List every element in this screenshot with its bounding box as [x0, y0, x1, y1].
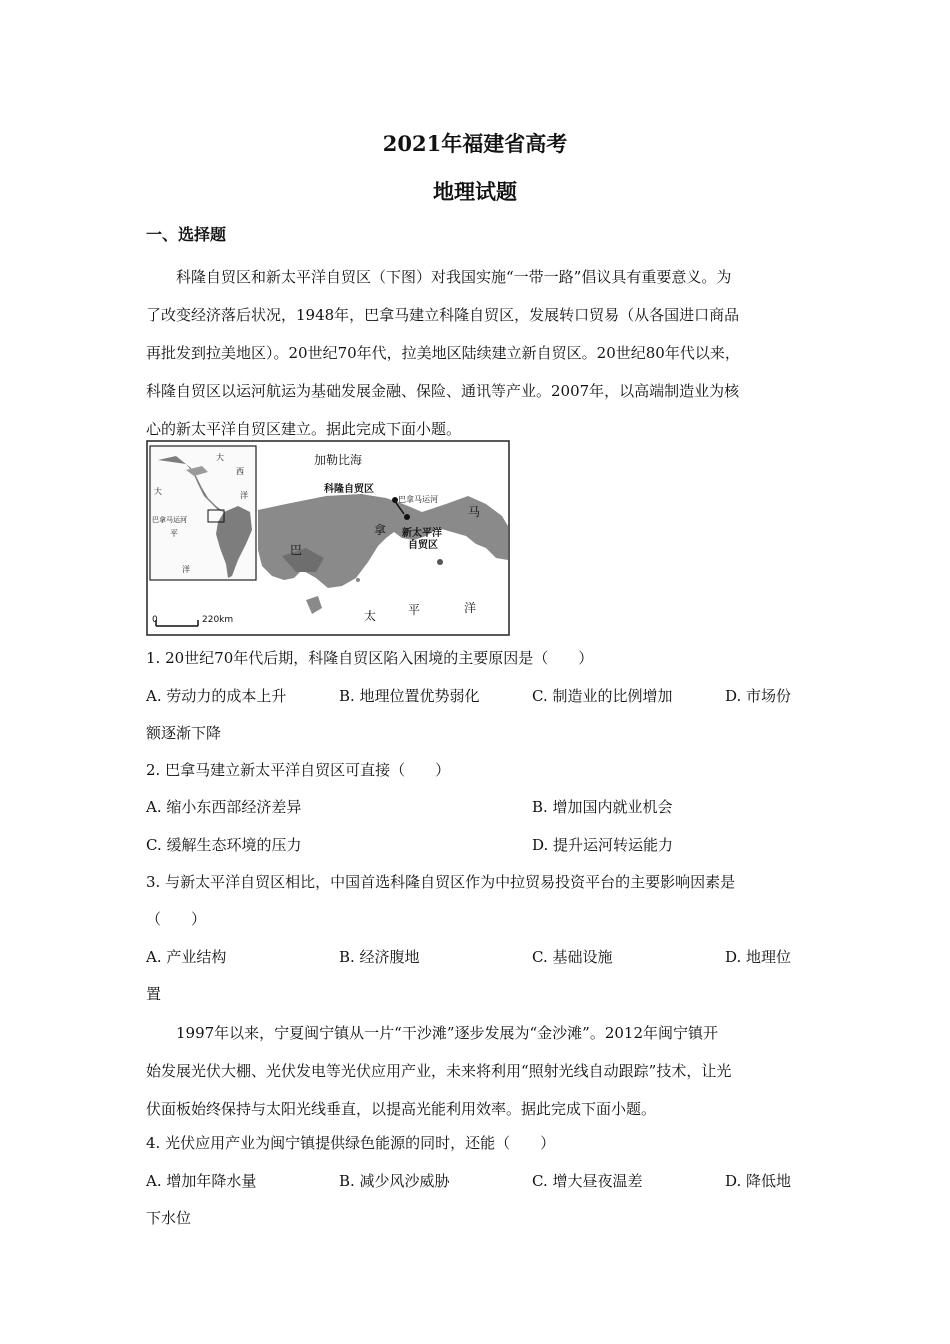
section-heading: 一、选择题 — [146, 225, 227, 244]
pacific-ftz-label-1: 新太平洋 — [402, 528, 442, 539]
question-3-option-c[interactable]: C. 基础设施 — [532, 948, 613, 966]
inset-label: 大 — [216, 453, 224, 462]
panama-map-figure — [146, 440, 510, 636]
question-4-stem: 4. 光伏应用产业为闽宁镇提供绿色能源的同时，还能（ ） — [146, 1134, 556, 1152]
question-2-option-b[interactable]: B. 增加国内就业机会 — [532, 798, 673, 816]
question-4-option-a[interactable]: A. 增加年降水量 — [146, 1172, 257, 1190]
question-1-option-c[interactable]: C. 制造业的比例增加 — [532, 687, 673, 705]
passage-line: 了改变经济落后状况，1948年，巴拿马建立科隆自贸区，发展转口贸易（从各国进口商品 — [146, 306, 740, 324]
country-label: 拿 — [374, 523, 387, 537]
inset-label: 西 — [236, 467, 244, 476]
passage-line: 再批发到拉美地区）。20世纪70年代，拉美地区陆续建立新自贸区。20世纪80年代以来， — [146, 344, 740, 362]
pacific-ftz-label-2: 自贸区 — [408, 540, 438, 551]
exam-subtitle: 地理试题 — [433, 179, 517, 204]
question-1-option-a[interactable]: A. 劳动力的成本上升 — [146, 687, 287, 705]
question-2-stem: 2. 巴拿马建立新太平洋自贸区可直接（ ） — [146, 761, 451, 779]
country-label: 马 — [468, 505, 481, 519]
passage-1 — [146, 258, 810, 448]
inset-label: 洋 — [240, 491, 248, 500]
question-3-option-d[interactable]: D. 地理位 — [725, 948, 792, 966]
question-4-option-d[interactable]: D. 降低地 — [725, 1172, 792, 1190]
exam-title: 2021年福建省高考 — [382, 131, 568, 156]
question-2-option-a[interactable]: A. 缩小东西部经济差异 — [146, 798, 302, 816]
passage-line: 1997年以来，宁夏闽宁镇从一片“干沙滩”逐步发展为“金沙滩”。2012年闽宁镇开 — [176, 1024, 719, 1042]
question-1-stem: 1. 20世纪70年代后期，科隆自贸区陷入困境的主要原因是（ ） — [146, 649, 594, 667]
caribbean-label: 加勒比海 — [314, 453, 363, 467]
passage-line: 伏面板始终保持与太阳光线垂直，以提高光能利用效率。据此完成下面小题。 — [146, 1100, 657, 1118]
question-3-option-d-cont: 置 — [146, 985, 162, 1003]
question-3-stem: 3. 与新太平洋自贸区相比，中国首选科隆自贸区作为中拉贸易投资平台的主要影响因素是 — [146, 873, 736, 891]
question-4-option-c[interactable]: C. 增大昼夜温差 — [532, 1172, 643, 1190]
inset-label: 平 — [170, 529, 178, 538]
question-4-option-b[interactable]: B. 减少风沙威胁 — [339, 1172, 450, 1190]
colon-ftz-label: 科隆自贸区 — [324, 484, 374, 495]
question-3-option-a[interactable]: A. 产业结构 — [146, 948, 227, 966]
canal-label: 巴拿马运河 — [398, 495, 438, 504]
passage-line: 科隆自贸区和新太平洋自贸区（下图）对我国实施“一带一路”倡议具有重要意义。为 — [176, 268, 732, 286]
scale-zero: 0 — [152, 615, 158, 625]
passage-2 — [146, 1014, 810, 1128]
passage-line: 科隆自贸区以运河航运为基础发展金融、保险、通讯等产业。2007年，以高端制造业为核 — [146, 382, 740, 400]
question-1-option-b[interactable]: B. 地理位置优势弱化 — [339, 687, 480, 705]
question-3-option-b[interactable]: B. 经济腹地 — [339, 948, 420, 966]
question-1-option-d[interactable]: D. 市场份 — [725, 687, 792, 705]
ocean-label: 平 — [408, 603, 421, 617]
question-4-option-d-cont: 下水位 — [146, 1209, 192, 1227]
ocean-label: 洋 — [464, 601, 477, 615]
country-label: 巴 — [290, 543, 303, 557]
passage-line: 心的新太平洋自贸区建立。据此完成下面小题。 — [146, 420, 462, 438]
inset-label: 巴拿马运河 — [152, 516, 187, 524]
passage-line: 始发展光伏大棚、光伏发电等光伏应用产业，未来将利用“照射光线自动跟踪”技术，让光 — [146, 1062, 732, 1080]
inset-label: 洋 — [182, 565, 190, 574]
question-1-option-d-cont: 额逐渐下降 — [146, 724, 222, 742]
question-2-option-d[interactable]: D. 提升运河转运能力 — [532, 836, 674, 854]
ocean-label: 太 — [364, 609, 377, 623]
pacific-ftz-marker — [404, 514, 410, 520]
scale-label: 220km — [202, 615, 234, 625]
question-3-stem-cont: （ ） — [146, 910, 207, 928]
question-2-option-c[interactable]: C. 缓解生态环境的压力 — [146, 836, 302, 854]
inset-map — [150, 446, 256, 580]
inset-label: 大 — [154, 487, 162, 496]
